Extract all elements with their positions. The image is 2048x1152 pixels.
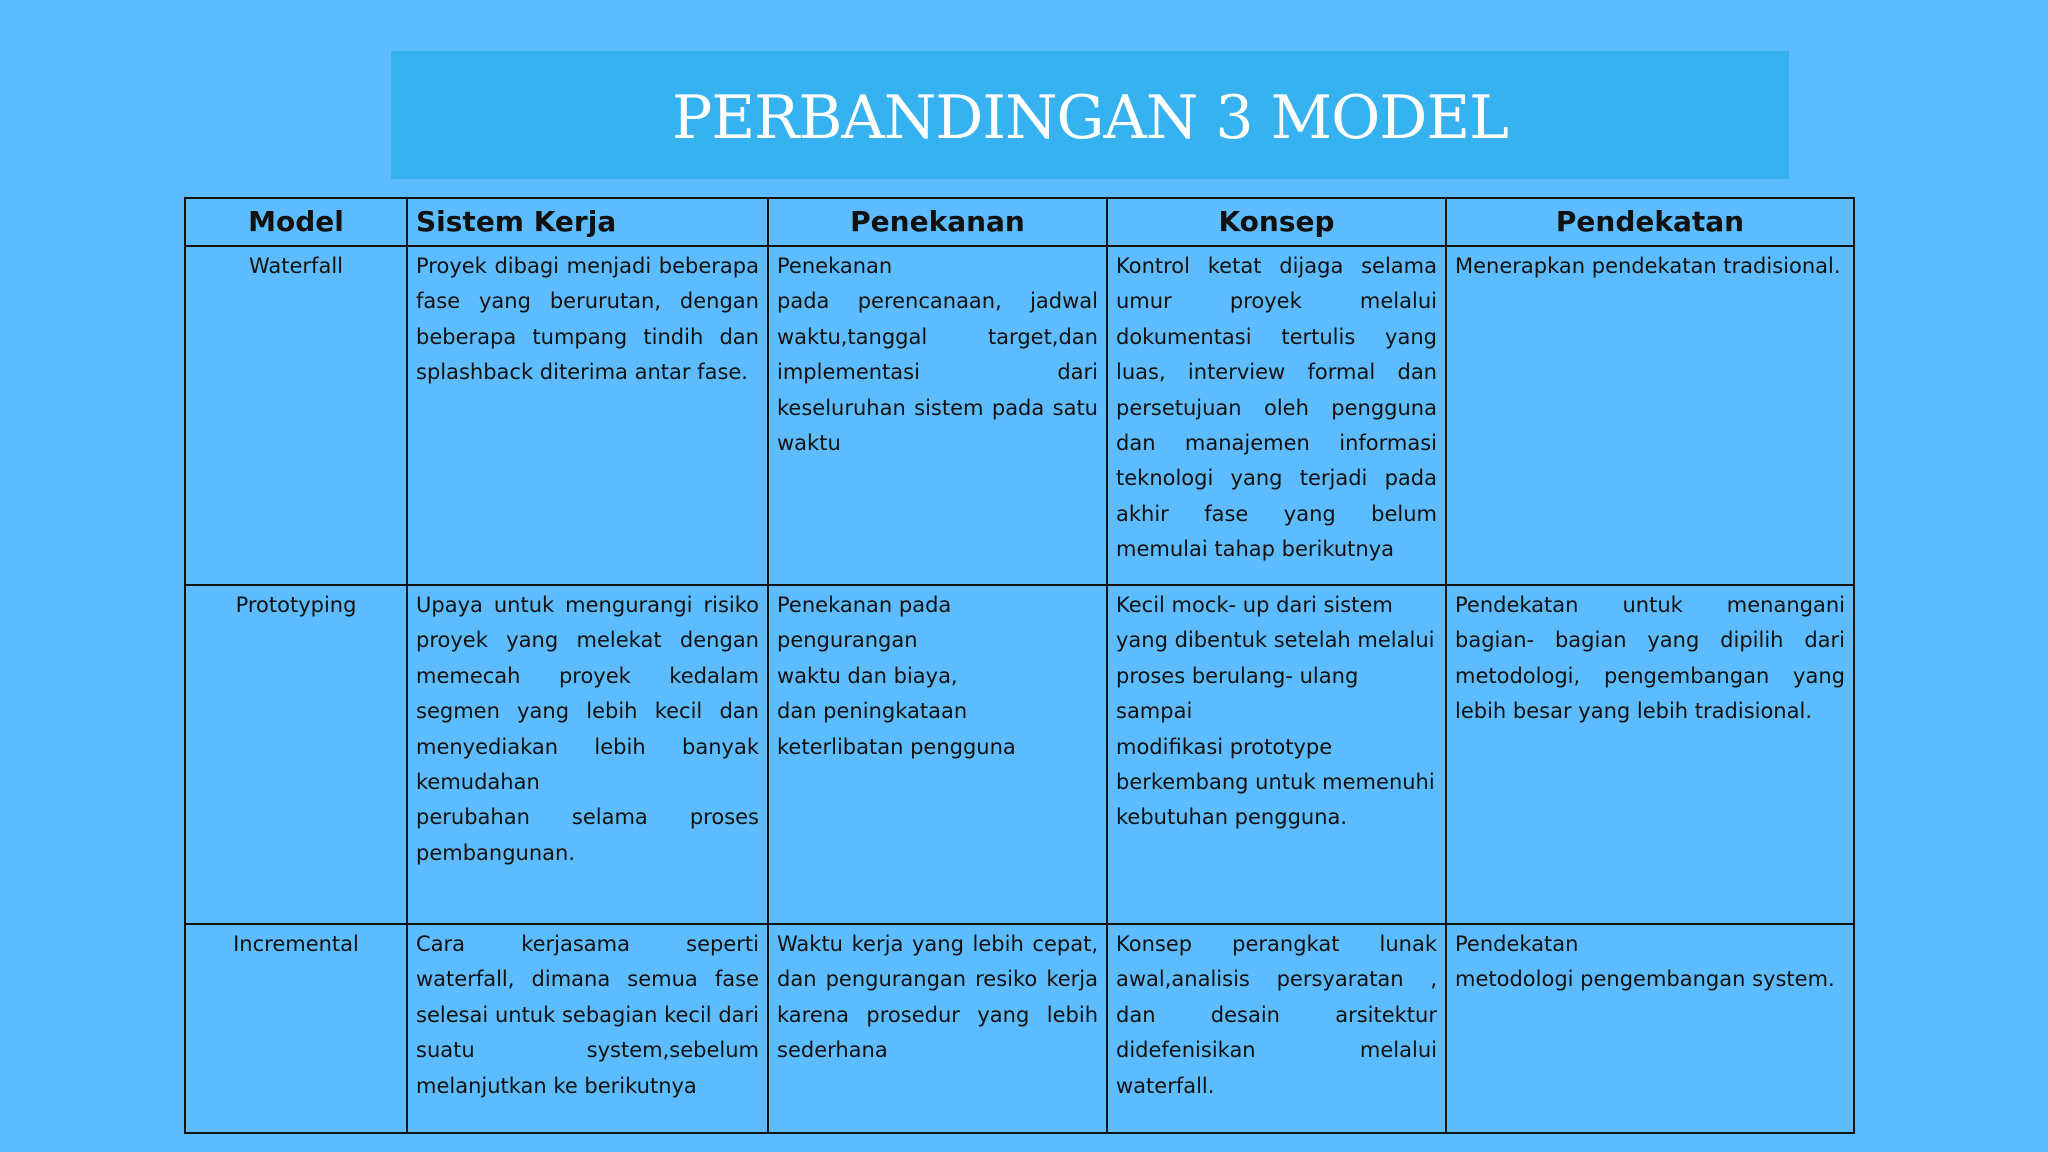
penekanan-cell (768, 246, 1107, 585)
cell-line: Penekanan (777, 254, 893, 278)
cell-line: dan peningkataan (777, 699, 968, 724)
table-row-prototyping (185, 585, 1854, 924)
cell-line: berkembang untuk memenuhi (1116, 770, 1435, 795)
page-title: PERBANDINGAN 3 MODEL (671, 83, 1509, 153)
cell-line: Upaya untuk mengurangi risiko proyek yang melekat dengan memecah proyek kedalam segmen yang lebih kecil dan menyediakan lebih banyak kemudahan (416, 593, 759, 795)
pendekatan-cell (1446, 924, 1854, 1133)
header-pendekatan: Pendekatan (1446, 198, 1854, 246)
model-cell: Incremental (185, 924, 407, 1133)
konsep-cell (1107, 585, 1446, 924)
cell-line: modifikasi prototype (1116, 734, 1333, 759)
sistem-kerja-cell (407, 585, 768, 924)
sistem-kerja-cell: Cara kerjasama seperti waterfall, dimana semua fase selesai untuk sebagian kecil dari suatu system,sebelum melanjutkan ke berikutnya (407, 924, 768, 1133)
table-row-incremental (185, 924, 1854, 1133)
penekanan-cell: Waktu kerja yang lebih cepat, dan pengurangan resiko kerja karena prosedur yang lebih sederhana (768, 924, 1107, 1133)
cell-line: kebutuhan pengguna. (1116, 805, 1348, 830)
cell-line: yang dibentuk setelah melalui (1116, 628, 1435, 653)
model-cell: Waterfall (185, 246, 407, 585)
header-row (185, 198, 1854, 246)
cell-line: keterlibatan pengguna (777, 734, 1016, 759)
cell-line: Kecil mock- up dari sistem (1116, 593, 1393, 617)
header-penekanan: Penekanan (768, 198, 1107, 246)
sistem-kerja-cell: Proyek dibagi menjadi beberapa fase yang berurutan, dengan beberapa tumpang tindih dan splashback diterima antar fase. (407, 246, 768, 585)
cell-line: waktu dan biaya, (777, 663, 958, 688)
cell-line: metodologi pengembangan system. (1455, 967, 1835, 992)
pendekatan-cell: Menerapkan pendekatan tradisional. (1446, 246, 1854, 585)
pendekatan-cell: Pendekatan untuk menangani bagian- bagian yang dipilih dari metodologi, pengembangan yang lebih besar yang lebih tradisional. (1446, 585, 1854, 924)
header-model: Model (185, 198, 407, 246)
cell-line: proses berulang- ulang sampai (1116, 663, 1359, 724)
cell-line: Pendekatan (1455, 932, 1579, 956)
cell-line: pada perencanaan, jadwal waktu,tanggal target,dan implementasi dari keseluruhan sistem pada satu waktu (777, 289, 1098, 456)
header-sistem-kerja: Sistem Kerja (407, 198, 768, 246)
konsep-cell: Kontrol ketat dijaga selama umur proyek melalui dokumentasi tertulis yang luas, interview formal dan persetujuan oleh pengguna dan manajemen informasi teknologi yang terjadi pada akhir fase yang belum memulai tahap berikutnya (1107, 246, 1446, 585)
konsep-cell: Konsep perangkat lunak awal,analisis persyaratan , dan desain arsitektur didefenisikan melalui waterfall. (1107, 924, 1446, 1133)
header-konsep: Konsep (1107, 198, 1446, 246)
cell-line: Penekanan pada pengurangan (777, 593, 952, 653)
model-cell: Prototyping (185, 585, 407, 924)
cell-line: perubahan selama proses pembangunan. (416, 805, 759, 865)
title-banner (391, 51, 1789, 179)
table-row-waterfall (185, 246, 1854, 585)
penekanan-cell (768, 585, 1107, 924)
comparison-table (184, 197, 1855, 1134)
